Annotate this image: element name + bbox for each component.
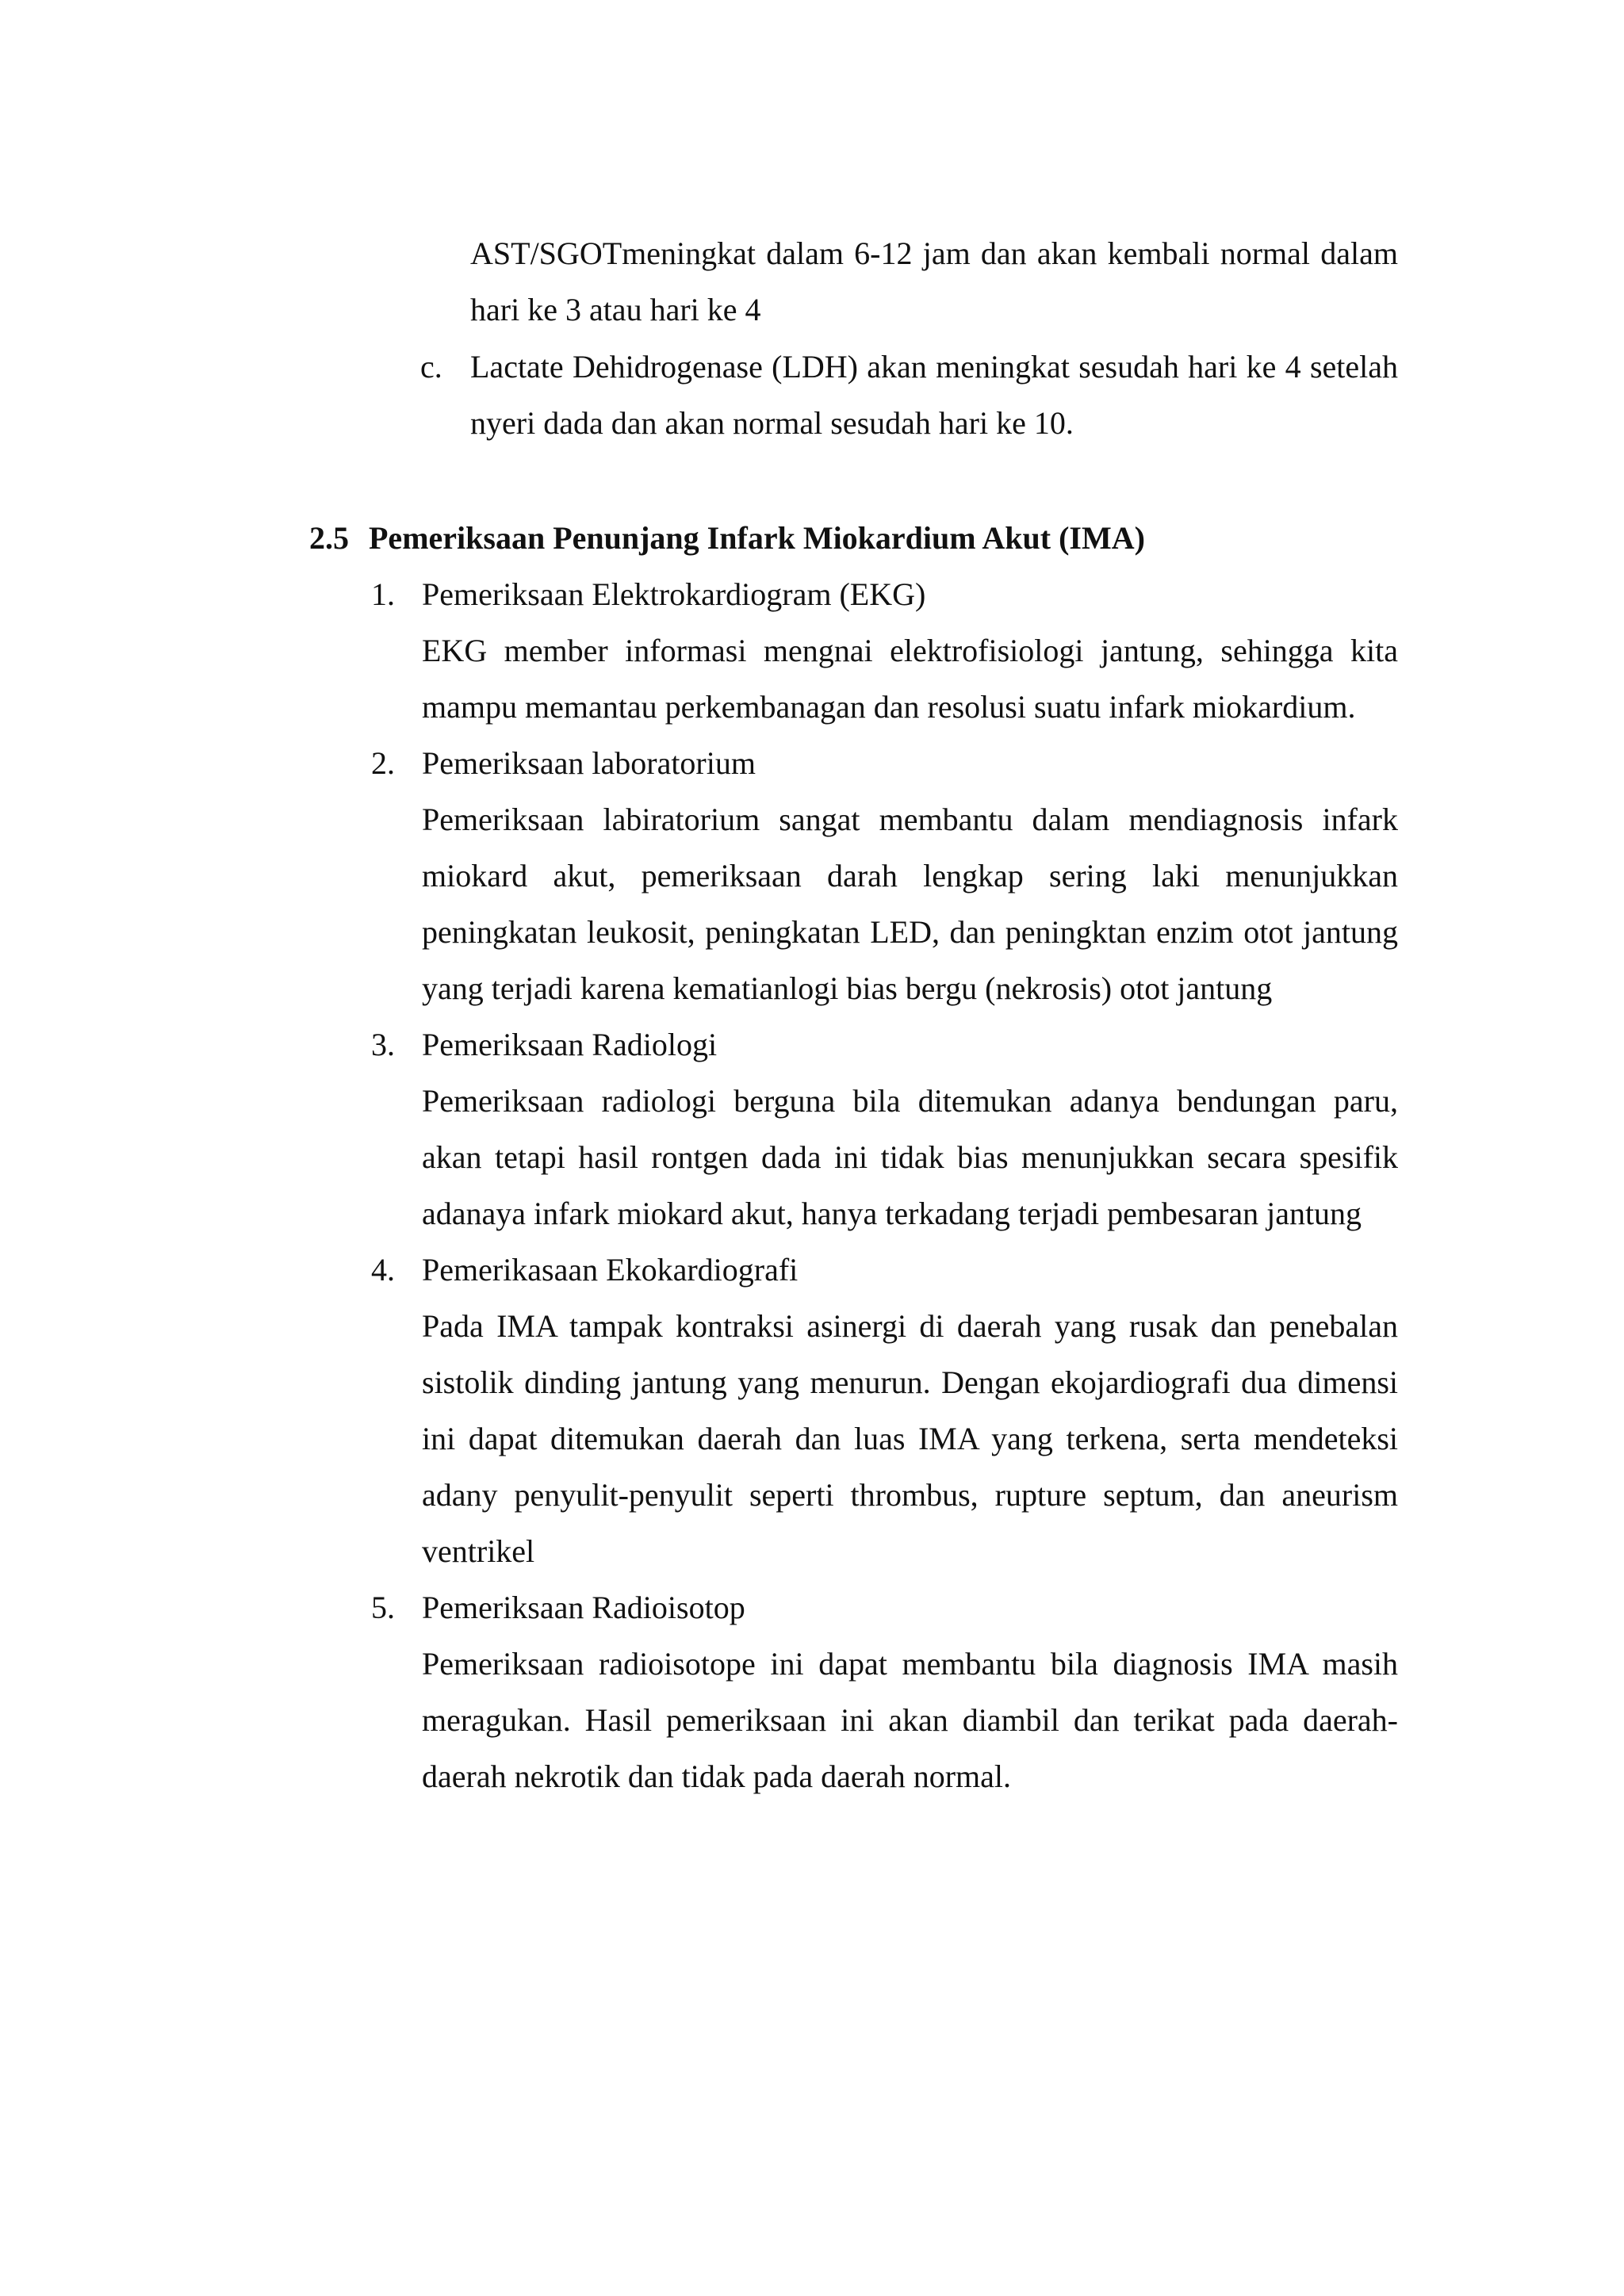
list-item-3 bbox=[371, 1016, 1398, 1242]
list-item-1 bbox=[371, 566, 1398, 735]
list-number-2: 2. bbox=[371, 745, 395, 781]
list-item-3-title: Pemeriksaan Radiologi bbox=[422, 1027, 718, 1062]
numbered-list bbox=[371, 566, 1398, 1804]
list-number-5: 5. bbox=[371, 1590, 395, 1625]
list-item-5-title: Pemeriksaan Radioisotop bbox=[422, 1590, 745, 1625]
list-marker-c: c. bbox=[420, 349, 442, 385]
list-item-4-title: Pemerikasaan Ekokardiografi bbox=[422, 1252, 799, 1288]
section-heading bbox=[309, 510, 1419, 566]
section-title: Pemeriksaan Penunjang Infark Miokardium Akut (IMA) bbox=[369, 520, 1145, 556]
continuation-paragraph: AST/SGOTmeningkat dalam 6-12 jam dan akan kembali normal dalam hari ke 3 atau hari ke 4 bbox=[470, 235, 1398, 327]
list-item-c-text: Lactate Dehidrogenase (LDH) akan meningkat sesudah hari ke 4 setelah nyeri dada dan akan normal sesudah hari ke 10. bbox=[470, 349, 1398, 441]
list-number-4: 4. bbox=[371, 1252, 395, 1288]
list-item-4-body: Pada IMA tampak kontraksi asinergi di daerah yang rusak dan penebalan sistolik dinding jantung yang menurun. Dengan ekojardiografi dua dimensi ini dapat ditemukan daerah dan luas IMA yang terkena, serta mendeteksi adany penyulit-penyulit seperti thrombus, rupture septum, dan aneurism ventrikel bbox=[422, 1308, 1398, 1569]
list-item-5 bbox=[371, 1579, 1398, 1804]
section-number: 2.5 bbox=[309, 520, 349, 556]
list-item-1-title: Pemeriksaan Elektrokardiogram (EKG) bbox=[422, 576, 926, 612]
list-item-5-body: Pemeriksaan radioisotope ini dapat membantu bila diagnosis IMA masih meragukan. Hasil pemeriksaan ini akan diambil dan terikat pada daerah-daerah nekrotik dan tidak pada daerah normal. bbox=[422, 1646, 1398, 1794]
list-item-1-body: EKG member informasi mengnai elektrofisiologi jantung, sehingga kita mampu memantau perkembanagan dan resolusi suatu infark miokardium. bbox=[422, 633, 1398, 725]
list-item-4 bbox=[371, 1242, 1398, 1579]
list-number-3: 3. bbox=[371, 1027, 395, 1062]
list-item-2-body: Pemeriksaan labiratorium sangat membantu dalam mendiagnosis infark miokard akut, pemeriksaan darah lengkap sering laki menunjukkan peningkatan leukosit, peningkatan LED, dan peningktan enzim otot jantung yang terjadi karena kematianlogi bias bergu (nekrosis) otot jantung bbox=[422, 802, 1398, 1006]
list-item-3-body: Pemeriksaan radiologi berguna bila ditemukan adanya bendungan paru, akan tetapi hasil rontgen dada ini tidak bias menunjukkan secara spesifik adanaya infark miokard akut, hanya terkadang terjadi pembesaran jantung bbox=[422, 1083, 1398, 1231]
list-item-2-title: Pemeriksaan laboratorium bbox=[422, 745, 756, 781]
list-item-2 bbox=[371, 735, 1398, 1016]
list-item-c bbox=[420, 339, 1398, 451]
list-number-1: 1. bbox=[371, 576, 395, 612]
